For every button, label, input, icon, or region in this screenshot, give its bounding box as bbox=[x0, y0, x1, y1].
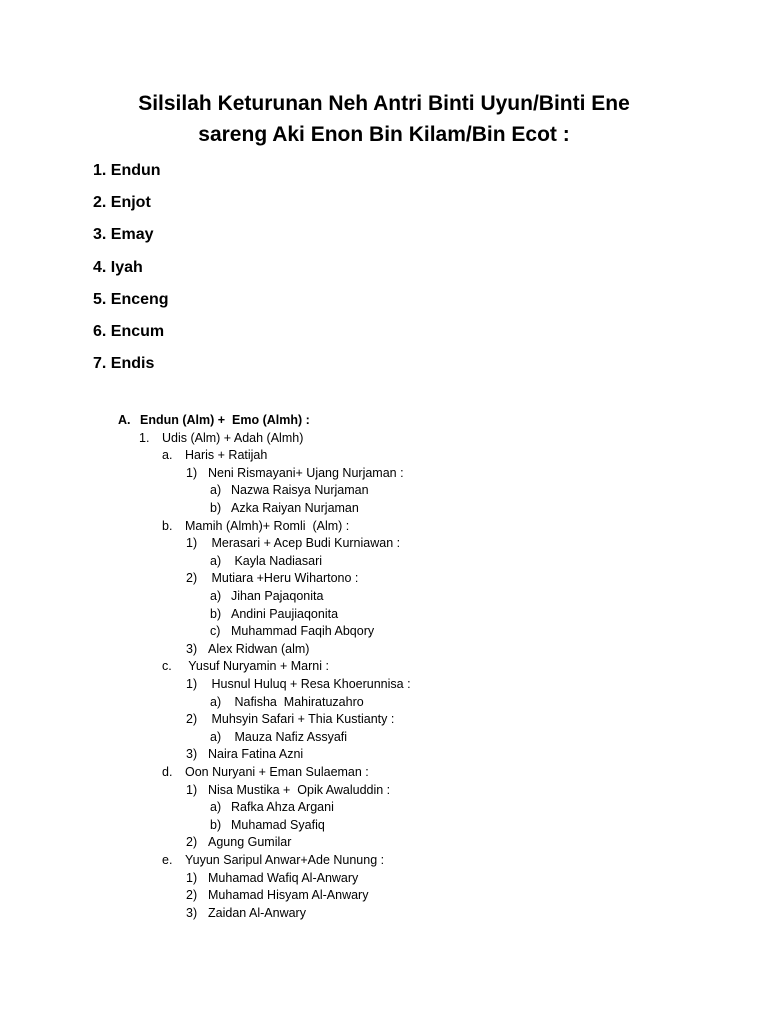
outline-number: a. bbox=[162, 448, 173, 463]
outline-row bbox=[210, 799, 334, 816]
outline-row bbox=[162, 764, 369, 781]
outline-row bbox=[186, 465, 404, 482]
outline-text: Nazwa Raisya Nurjaman bbox=[231, 483, 369, 498]
outline-text: Merasari + Acep Budi Kurniawan : bbox=[208, 536, 401, 551]
outline-text: Nisa Mustika + Opik Awaluddin : bbox=[208, 782, 391, 797]
outline-text: Naira Fatina Azni bbox=[208, 747, 304, 762]
outline-number: c. bbox=[162, 659, 172, 674]
outline-text: Andini Paujiaqonita bbox=[231, 606, 339, 621]
outline-text: Mauza Nafiz Assyafi bbox=[231, 729, 348, 744]
outline-row bbox=[210, 694, 364, 711]
outline-number: 1) bbox=[186, 870, 198, 885]
list-item: 3. Emay bbox=[93, 226, 154, 244]
outline-row bbox=[139, 430, 303, 447]
outline-row bbox=[210, 588, 323, 605]
list-item: 1. Endun bbox=[93, 162, 161, 179]
outline-text: Muhamad Wafiq Al-Anwary bbox=[208, 870, 359, 885]
outline-number: 2) bbox=[186, 712, 198, 727]
outline-number: b) bbox=[210, 606, 222, 621]
outline-row bbox=[186, 834, 291, 851]
outline-row bbox=[210, 817, 325, 834]
outline-text: Muhamad Syafiq bbox=[231, 817, 325, 832]
page-title bbox=[0, 88, 768, 150]
title-line-2: sareng Aki Enon Bin Kilam/Bin Ecot : bbox=[198, 123, 570, 146]
outline-number: b) bbox=[210, 501, 222, 515]
outline-row bbox=[186, 676, 411, 693]
children-list bbox=[93, 160, 169, 385]
outline-text: Azka Raiyan Nurjaman bbox=[231, 501, 359, 515]
outline-number: a) bbox=[210, 729, 222, 744]
outline-number: b. bbox=[162, 518, 173, 533]
outline-text: Muhsyin Safari + Thia Kustianty : bbox=[208, 712, 395, 727]
list-item: 4. Iyah bbox=[93, 258, 143, 276]
outline-text: Haris + Ratijah bbox=[185, 448, 268, 463]
outline-row bbox=[186, 887, 368, 904]
outline-text: Muhamad Hisyam Al-Anwary bbox=[208, 888, 369, 903]
outline-row bbox=[186, 870, 358, 887]
outline-text: Mamih (Almh)+ Romli (Alm) : bbox=[185, 518, 350, 533]
outline-row bbox=[210, 623, 374, 640]
outline-text: Jihan Pajaqonita bbox=[231, 589, 324, 603]
outline-number: 1) bbox=[186, 536, 198, 551]
outline-row bbox=[210, 729, 347, 746]
outline-number: a) bbox=[210, 800, 222, 815]
outline-text: Rafka Ahza Argani bbox=[231, 800, 334, 815]
outline-row bbox=[186, 746, 303, 763]
outline-row bbox=[162, 518, 349, 535]
outline-text: Muhammad Faqih Abqory bbox=[231, 624, 375, 639]
list-item: 2. Enjot bbox=[93, 194, 151, 212]
outline-row bbox=[186, 711, 394, 728]
outline-number: 3) bbox=[186, 747, 198, 762]
outline-text: Neni Rismayani+ Ujang Nurjaman : bbox=[208, 465, 404, 480]
outline-text: Udis (Alm) + Adah (Almh) bbox=[162, 430, 304, 445]
outline-number: 2) bbox=[186, 888, 198, 903]
outline-number: 2) bbox=[186, 571, 198, 586]
outline-number: 1) bbox=[186, 782, 198, 797]
outline-text: Endun (Alm) + Emo (Almh) : bbox=[140, 413, 310, 427]
outline-text: Zaidan Al-Anwary bbox=[208, 905, 306, 920]
outline-row bbox=[118, 412, 310, 429]
outline-text: Yuyun Saripul Anwar+Ade Nunung : bbox=[185, 853, 385, 867]
outline-number: b) bbox=[210, 817, 222, 832]
outline-number: d. bbox=[162, 765, 173, 779]
outline-text: Husnul Huluq + Resa Khoerunnisa : bbox=[208, 677, 411, 691]
outline-row bbox=[186, 641, 309, 658]
outline-row bbox=[186, 905, 306, 922]
outline-number: a) bbox=[210, 694, 222, 709]
list-item: 7. Endis bbox=[93, 355, 155, 373]
outline-text: Oon Nuryani + Eman Sulaeman : bbox=[185, 765, 369, 779]
outline-number: 3) bbox=[186, 641, 198, 656]
outline-row bbox=[210, 482, 369, 499]
outline-row bbox=[162, 658, 329, 675]
outline-number: 3) bbox=[186, 905, 198, 920]
outline-number: a) bbox=[210, 483, 222, 498]
outline-number: 1. bbox=[139, 430, 150, 445]
outline-number: 1) bbox=[186, 677, 198, 691]
outline-row bbox=[186, 570, 358, 587]
outline-number: 1) bbox=[186, 465, 198, 480]
outline-number: A. bbox=[118, 413, 131, 427]
outline-number: e. bbox=[162, 853, 173, 867]
outline-text: Alex Ridwan (alm) bbox=[208, 641, 310, 656]
outline-row bbox=[210, 553, 322, 570]
outline-row bbox=[162, 447, 267, 464]
outline-row bbox=[186, 782, 390, 799]
outline-row bbox=[210, 606, 338, 623]
outline-text: Kayla Nadiasari bbox=[231, 553, 323, 568]
outline-number: a) bbox=[210, 553, 222, 568]
outline-number: 2) bbox=[186, 835, 198, 850]
outline-text: Mutiara +Heru Wihartono : bbox=[208, 571, 359, 586]
outline-text: Yusuf Nuryamin + Marni : bbox=[185, 659, 329, 674]
outline-row bbox=[210, 500, 359, 517]
outline-text: Nafisha Mahiratuzahro bbox=[231, 694, 364, 709]
outline-number: c) bbox=[210, 624, 221, 639]
outline-row bbox=[162, 852, 384, 869]
outline-text: Agung Gumilar bbox=[208, 835, 292, 850]
outline-number: a) bbox=[210, 589, 222, 603]
list-item: 6. Encum bbox=[93, 322, 165, 340]
list-item: 5. Enceng bbox=[93, 290, 169, 308]
title-line-1: Silsilah Keturunan Neh Antri Binti Uyun/Binti Ene bbox=[138, 92, 630, 115]
outline-row bbox=[186, 535, 400, 552]
